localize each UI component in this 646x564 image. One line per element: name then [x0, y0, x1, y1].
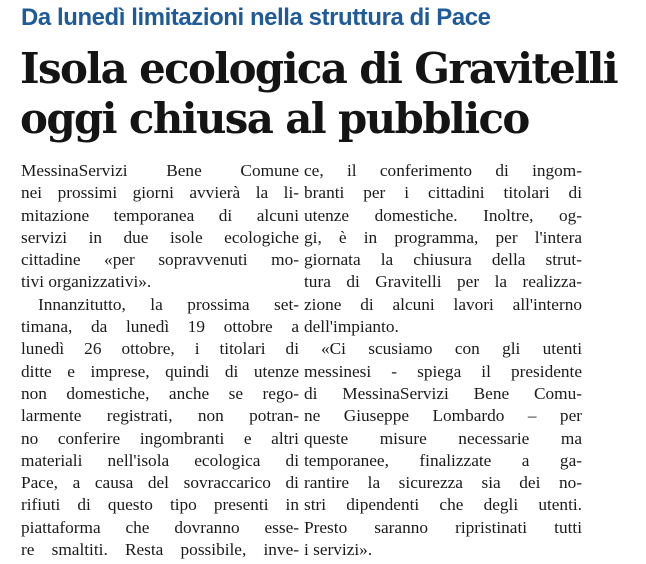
body-line: gi, è in programma, per l'intera: [304, 227, 582, 247]
body-line: «Ci scusiamo con gli utenti: [321, 339, 582, 359]
body-line: i servizi».: [304, 540, 373, 560]
body-line: servizi in due isole ecologiche: [21, 227, 299, 247]
body-line: lunedì 26 ottobre, i titolari di: [21, 339, 299, 359]
body-line: ne Giuseppe Lombardo – per: [304, 406, 582, 426]
body-line: ditte e imprese, quindi di utenze: [21, 361, 299, 381]
body-line: piattaforma che dovranno esse-: [21, 517, 299, 537]
headline-line: Isola ecologica di Gravitelli: [20, 44, 618, 93]
body-line: Presto saranno ripristinati tutti: [304, 517, 582, 537]
body-line: dell'impianto.: [304, 317, 399, 337]
body-line: cittadine «per sopravvenuti mo-: [21, 250, 299, 270]
body-column-right: [304, 160, 582, 561]
body-line: branti per i cittadini titolari di: [304, 183, 582, 203]
body-line: rifiuti di questo tipo presenti in: [21, 495, 299, 515]
headline-line: oggi chiusa al pubblico: [20, 94, 529, 143]
body-line: MessinaServizi Bene Comune: [21, 161, 299, 180]
body-line: queste misure necessarie ma: [304, 428, 582, 448]
body-line: larmente registrati, non potran-: [21, 406, 299, 426]
body-line: mitazione temporanea di alcuni: [21, 205, 299, 225]
body-column-left: [21, 160, 299, 561]
body-line: timana, da lunedì 19 ottobre a: [21, 317, 299, 337]
body-line: tura di Gravitelli per la realizza-: [304, 272, 582, 292]
body-line: tivi organizzativi».: [21, 272, 152, 292]
headline: [20, 44, 630, 144]
body-line: stri dipendenti che degli utenti.: [304, 495, 582, 515]
kicker: Da lunedì limitazioni nella struttura di Pace: [21, 4, 491, 31]
body-line: temporanee, finalizzate a ga-: [304, 450, 582, 470]
body-line: giornata la chiusura della strut-: [304, 250, 582, 270]
body-line: messinesi - spiega il presidente: [304, 361, 582, 381]
body-line: ce, il conferimento di ingom-: [304, 161, 582, 180]
body-line: nei prossimi giorni avvierà la li-: [21, 183, 299, 203]
body-line: materiali nell'isola ecologica di: [21, 450, 299, 470]
body-line: non domestiche, anche se rego-: [21, 383, 299, 403]
body-line: Pace, a causa del sovraccarico di: [21, 473, 299, 493]
body-line: re smaltiti. Resta possibile, inve-: [21, 540, 299, 560]
body-line: utenze domestiche. Inoltre, og-: [304, 205, 582, 225]
body-line: Innanzitutto, la prossima set-: [38, 294, 299, 314]
body-line: zione di alcuni lavori all'interno: [304, 294, 582, 314]
body-line: di MessinaServizi Bene Comu-: [304, 383, 582, 403]
body-line: rantire la sicurezza sia dei no-: [304, 473, 582, 493]
body-line: no conferire ingombranti e altri: [21, 428, 299, 448]
